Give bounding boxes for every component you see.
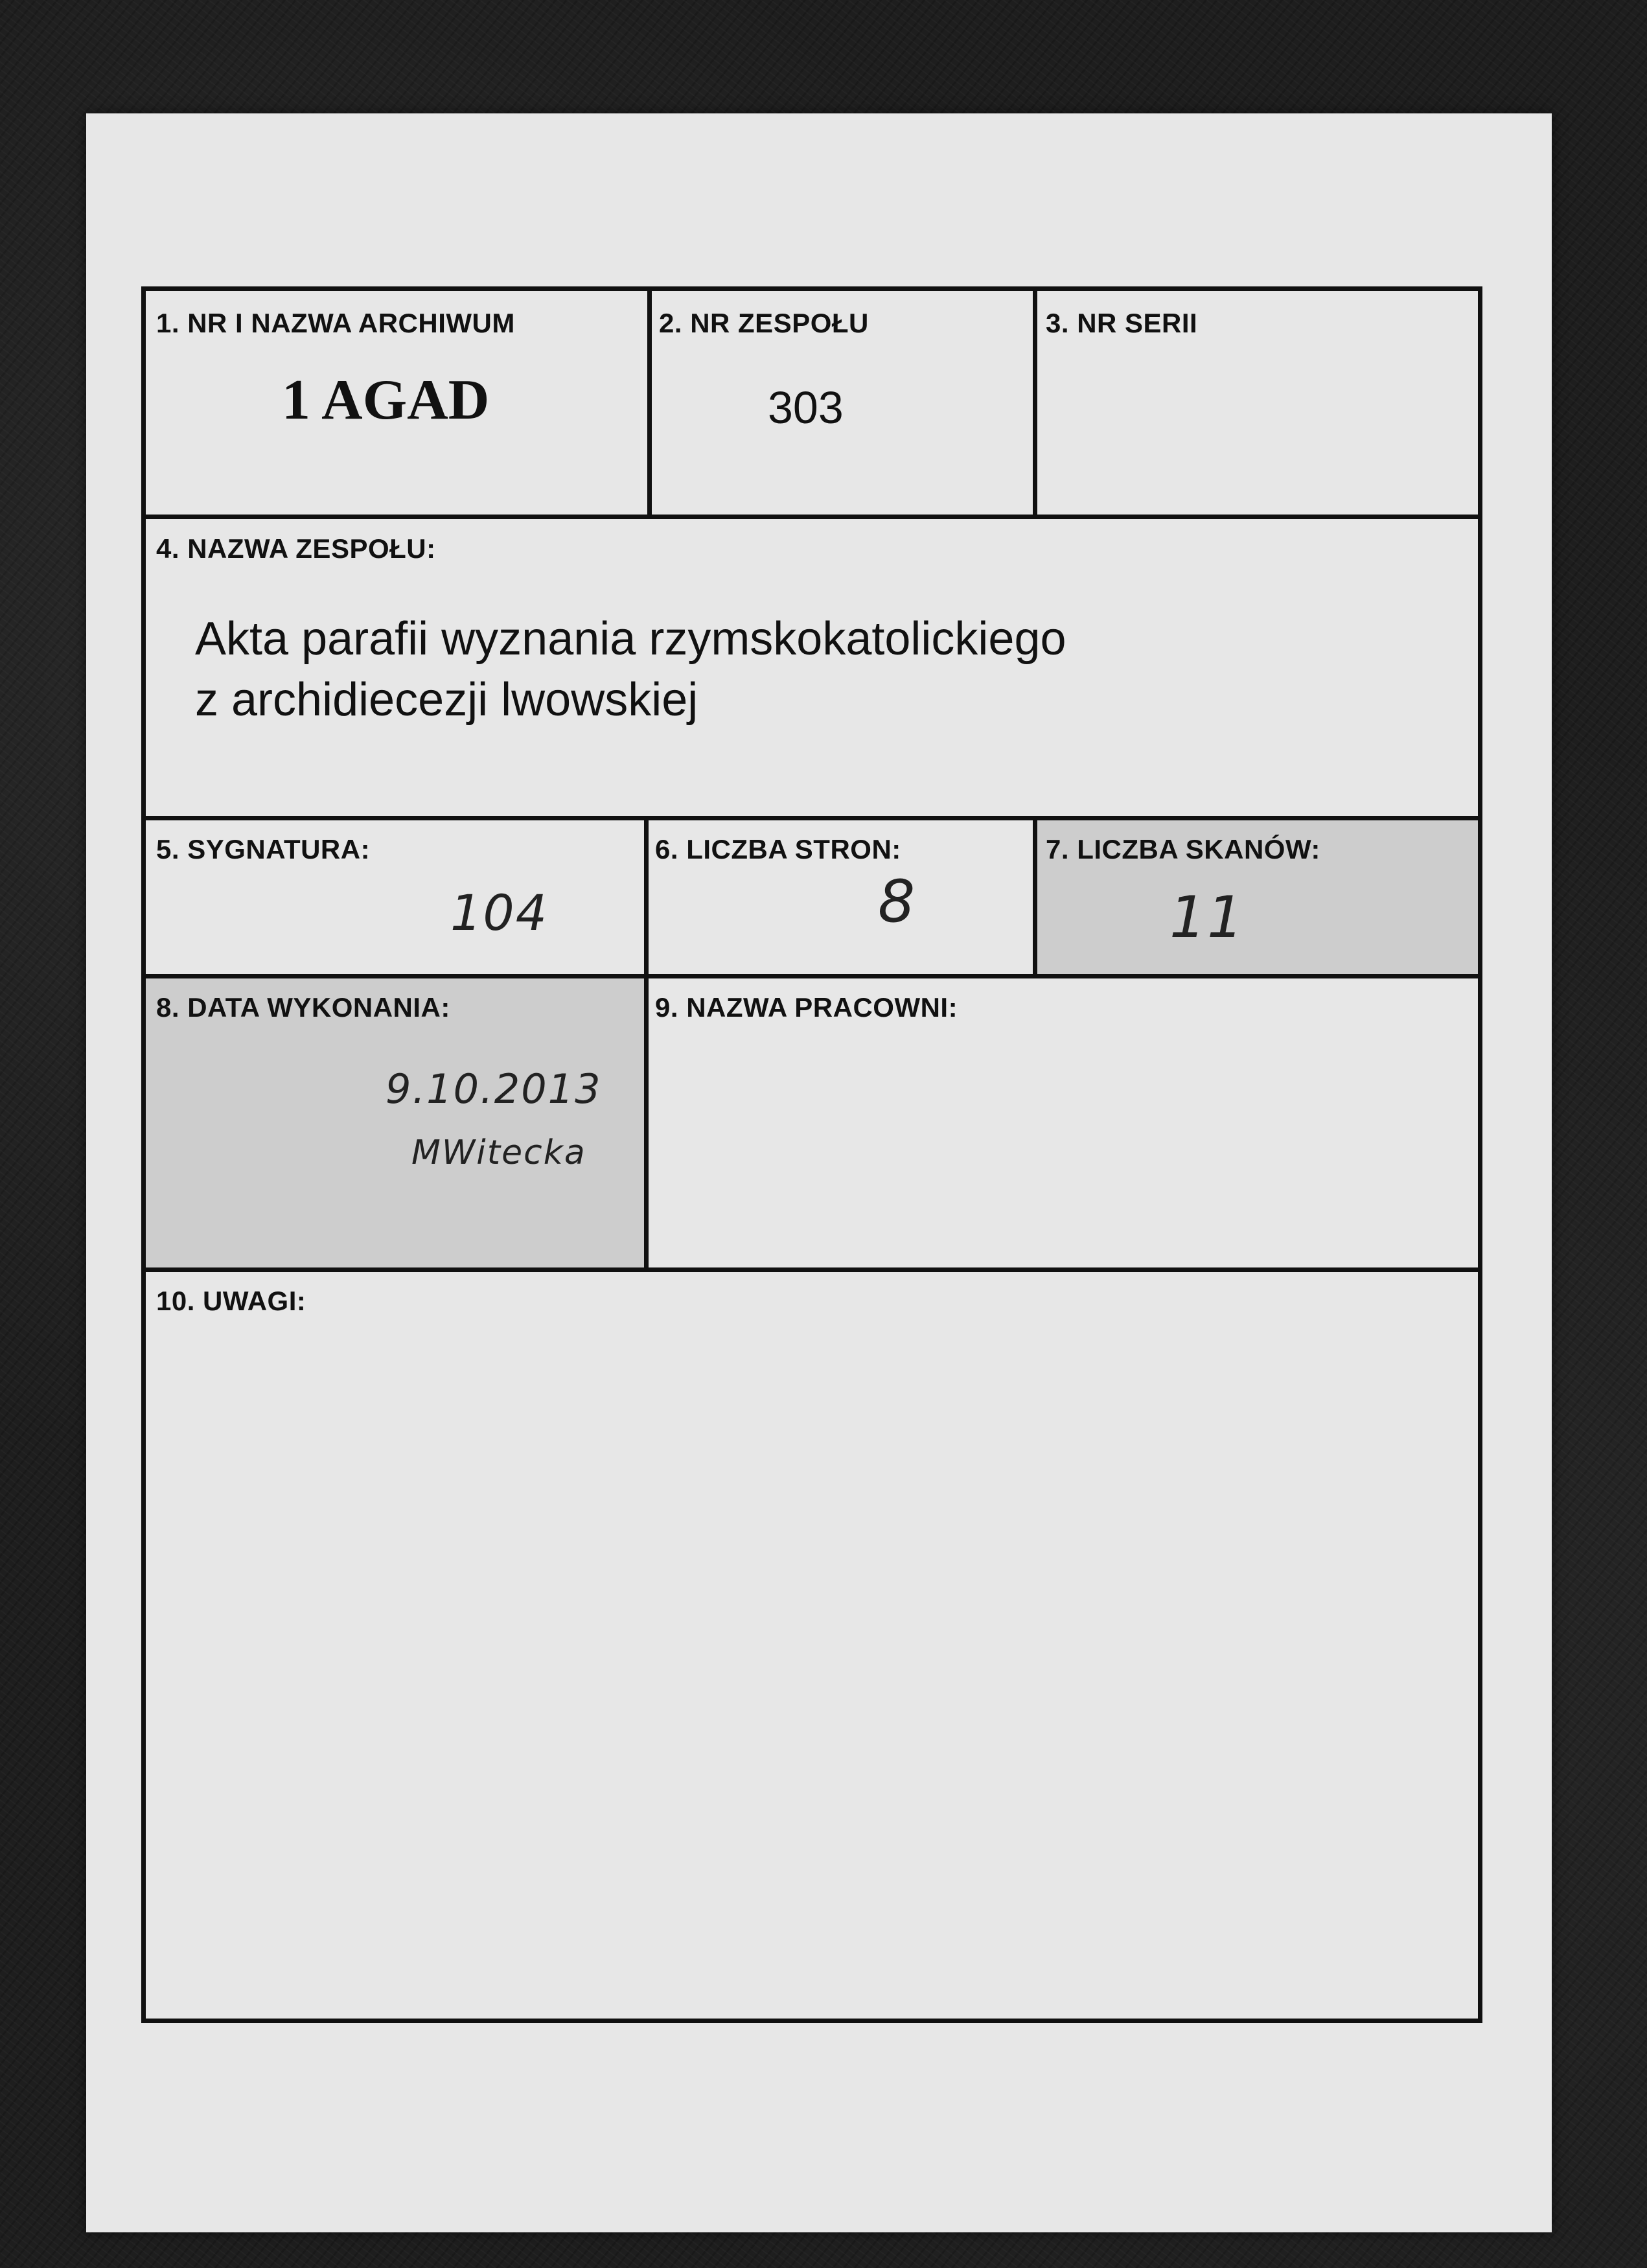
field-3-label: 3. NR SERII: [1046, 308, 1198, 338]
row-divider-3: [146, 974, 1478, 978]
row-divider-4: [146, 1267, 1478, 1272]
zespol-name-line-1: Akta parafii wyznania rzymskokatolickiego: [195, 613, 1066, 665]
field-6-label: 6. LICZBA STRON:: [655, 834, 901, 864]
scan-count-handwritten: 11: [1169, 884, 1245, 951]
field-10-label: 10. UWAGI:: [156, 1286, 306, 1316]
col-divider-row1-a: [647, 291, 652, 515]
field-7-label: 7. LICZBA SKANÓW:: [1046, 834, 1320, 864]
archive-name-value: 1 AGAD: [282, 369, 490, 432]
field-9-label: 9. NAZWA PRACOWNI:: [655, 992, 958, 1023]
col-divider-row3-b: [1033, 816, 1037, 974]
row-divider-2: [146, 816, 1478, 820]
field-4-label: 4. NAZWA ZESPOŁU:: [156, 533, 436, 564]
page-count-handwritten: 8: [878, 868, 917, 936]
signature-number-handwritten: 104: [450, 884, 549, 942]
field-5-label: 5. SYGNATURA:: [156, 834, 371, 864]
row-divider-1: [146, 515, 1478, 519]
execution-date-handwritten: 9.10.2013: [386, 1065, 602, 1113]
operator-signature: MWitecka: [411, 1133, 586, 1172]
col-divider-row4: [644, 974, 649, 1267]
field-1-label: 1. NR I NAZWA ARCHIWUM: [156, 308, 515, 338]
metadata-form: [141, 286, 1482, 2023]
zespol-number-value: 303: [768, 382, 844, 433]
field-2-label: 2. NR ZESPOŁU: [659, 308, 869, 338]
col-divider-row1-b: [1033, 291, 1037, 515]
field-8-label: 8. DATA WYKONANIA:: [156, 992, 450, 1023]
zespol-name-line-2: z archidiecezji lwowskiej: [195, 674, 698, 726]
col-divider-row3-a: [644, 816, 649, 974]
